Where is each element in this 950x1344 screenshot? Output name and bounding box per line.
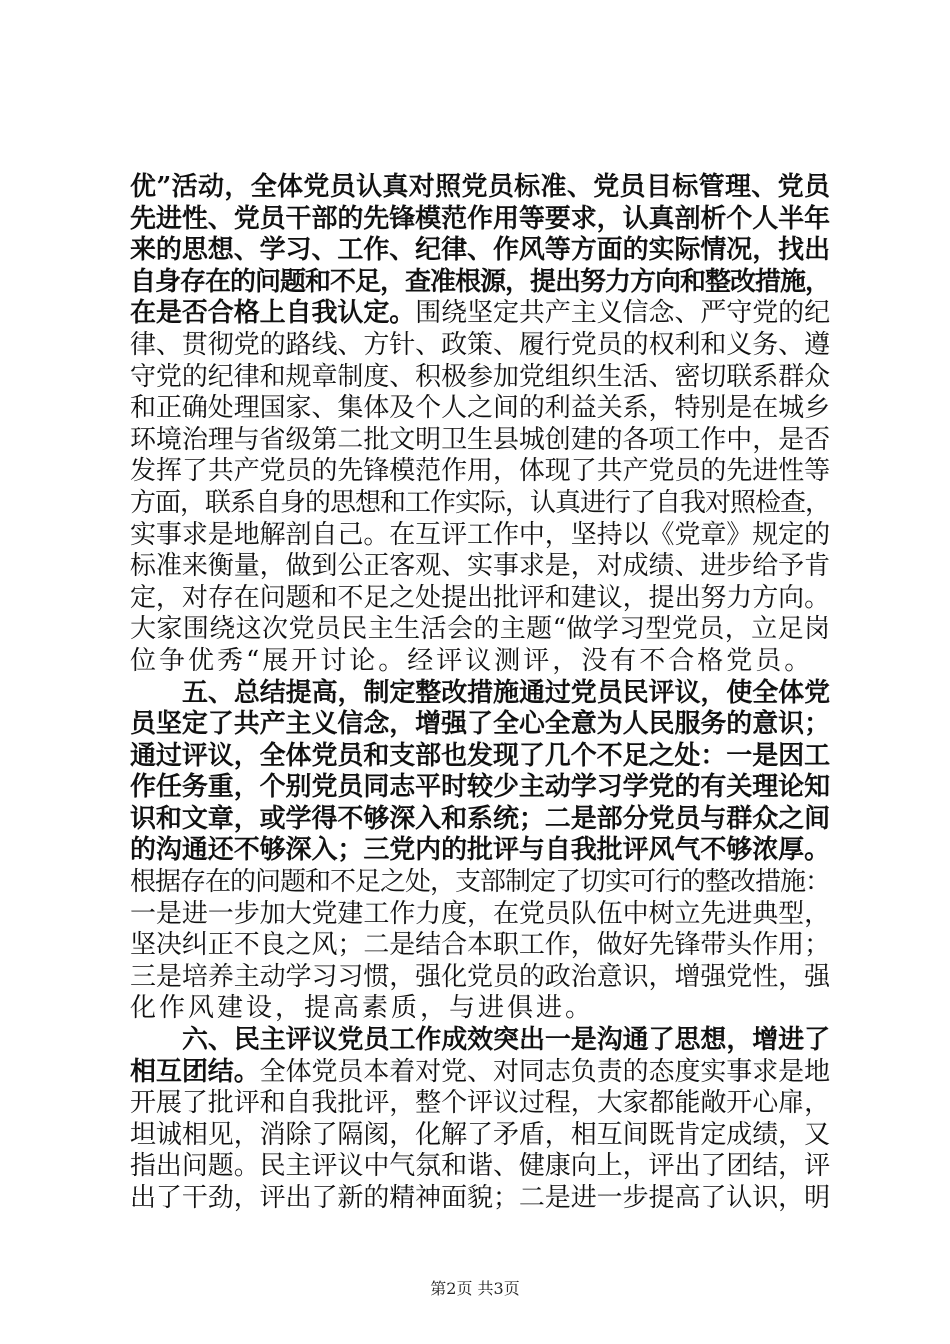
regular-text: 坦诚相见，消除了隔阂，化解了矛盾，相互间既肯定成绩，又 (130, 1119, 830, 1150)
text-line (130, 678, 830, 710)
regular-text: 实事求是地解剖自己。在互评工作中，坚持以《党章》规定的 (130, 519, 830, 550)
text-line (130, 393, 830, 425)
document-body (130, 172, 830, 1215)
text-line (130, 488, 830, 520)
text-line (130, 614, 830, 646)
text-line (130, 1151, 830, 1183)
regular-text: 指出问题。民主评议中气氛和谐、健康向上，评出了团结，评 (130, 1151, 830, 1182)
regular-text: 化作风建设，提高素质，与进俱进。 (130, 993, 595, 1024)
regular-text: 三是培养主动学习习惯，强化党员的政治意识，增强党性，强 (130, 961, 830, 992)
bold-text: 的沟通还不够深入；三党内的批评与自我批评风气不够浓厚。 (130, 835, 830, 866)
text-line (130, 551, 830, 583)
regular-text: 方面，联系自身的思想和工作实际，认真进行了自我对照检查， (130, 487, 830, 518)
text-line (130, 646, 830, 678)
text-line (130, 741, 830, 773)
text-line (130, 1088, 830, 1120)
page-footer: 第2页 共3页 (430, 1279, 520, 1298)
regular-text: 环境治理与省级第二批文明卫生县城创建的各项工作中，是否 (130, 424, 830, 455)
text-line (130, 425, 830, 457)
text-line (130, 1025, 830, 1057)
text-line (130, 520, 830, 552)
text-line (130, 899, 830, 931)
regular-text: 出了干劲，评出了新的精神面貌；二是进一步提高了认识，明 (130, 1183, 830, 1213)
regular-text: 开展了批评和自我批评，整个评议过程，大家都能敞开心扉， (130, 1088, 830, 1119)
text-line (130, 583, 830, 615)
text-line (130, 235, 830, 267)
regular-text: 标准来衡量，做到公正客观、实事求是，对成绩、进步给予肯 (130, 551, 830, 582)
bold-text: 优”活动，全体党员认真对照党员标准、党员目标管理、党员 (130, 172, 830, 202)
text-line (130, 1057, 830, 1089)
bold-text: 员坚定了共产主义信念，增强了全心全意为人民服务的意识； (130, 709, 830, 740)
regular-text: 一是进一步加大党建工作力度，在党员队伍中树立先进典型， (130, 898, 830, 929)
bold-text: 来的思想、学习、工作、纪律、作风等方面的实际情况，找出 (130, 235, 830, 266)
bold-text: 识和文章，或学得不够深入和系统；二是部分党员与群众之间 (130, 803, 830, 834)
regular-text: 守党的纪律和规章制度、积极参加党组织生活、密切联系群众 (130, 361, 830, 392)
text-line (130, 1183, 830, 1215)
regular-text: 和正确处理国家、集体及个人之间的利益关系，特别是在城乡 (130, 393, 830, 424)
regular-text: 定，对存在问题和不足之处提出批评和建议，提出努力方向。 (130, 582, 830, 613)
text-line (130, 1120, 830, 1152)
text-line (130, 993, 830, 1025)
regular-text: 全体党员本着对党、对同志负责的态度实事求是地 (259, 1056, 830, 1087)
text-line (130, 804, 830, 836)
regular-text: 坚决纠正不良之风；二是结合本职工作，做好先锋带头作用； (130, 930, 830, 961)
text-line (130, 709, 830, 741)
bold-text: 相互团结。 (130, 1056, 260, 1087)
regular-text: 发挥了共产党员的先锋模范作用，体现了共产党员的先进性等 (130, 456, 830, 487)
regular-text: 位争优秀“展开讨论。经评议测评，没有不合格党员。 (130, 645, 814, 676)
bold-text: 通过评议，全体党员和支部也发现了几个不足之处：一是因工 (130, 740, 830, 771)
bold-text: 六、民主评议党员工作成效突出一是沟通了思想，增进了 (182, 1025, 830, 1056)
bold-text: 自身存在的问题和不足，查准根源，提出努力方向和整改措施， (130, 266, 830, 297)
bold-text: 作任务重，个别党员同志平时较少主动学习学党的有关理论知 (130, 772, 830, 803)
text-line (130, 362, 830, 394)
text-line (130, 456, 830, 488)
text-line (130, 867, 830, 899)
bold-text: 在是否合格上自我认定。 (130, 298, 416, 329)
bold-text: 五、总结提高，制定整改措施通过党员民评议，使全体党 (182, 677, 830, 708)
regular-text: 律、贯彻党的路线、方针、政策、履行党员的权利和义务、遵 (130, 329, 830, 360)
text-line (130, 172, 830, 204)
regular-text: 根据存在的问题和不足之处，支部制定了切实可行的整改措施： (130, 867, 830, 898)
text-line (130, 267, 830, 299)
text-line (130, 835, 830, 867)
text-line (130, 330, 830, 362)
text-line (130, 962, 830, 994)
bold-text: 先进性、党员干部的先锋模范作用等要求，认真剖析个人半年 (130, 203, 830, 234)
regular-text: 大家围绕这次党员民主生活会的主题“做学习型党员，立足岗 (130, 614, 830, 645)
text-line (130, 930, 830, 962)
text-line (130, 298, 830, 330)
regular-text: 围绕坚定共产主义信念、严守党的纪 (415, 298, 830, 329)
text-line (130, 204, 830, 236)
text-line (130, 772, 830, 804)
